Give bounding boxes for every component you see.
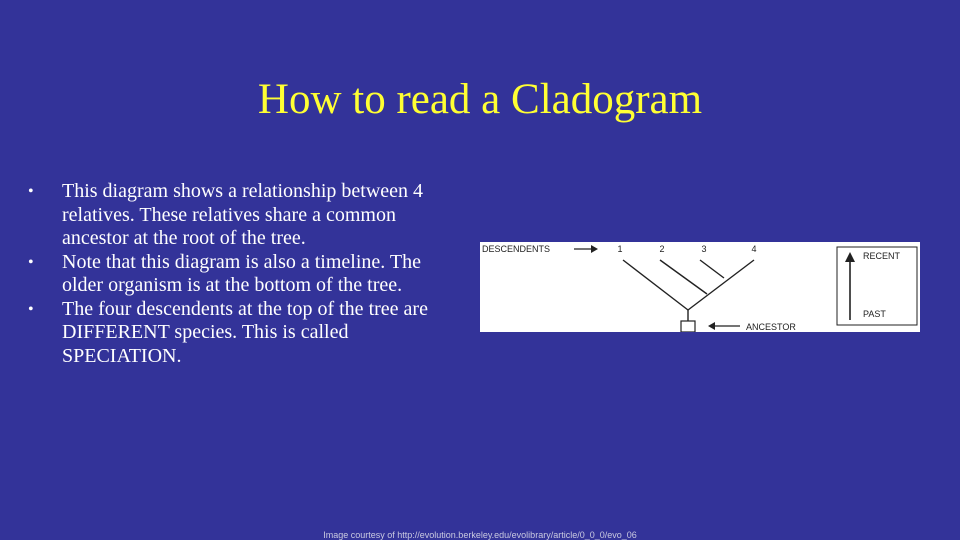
branch-4 <box>688 260 754 310</box>
bullet-item <box>24 251 444 298</box>
descendents-label: DESCENDENTS <box>482 244 551 254</box>
branch-3 <box>700 260 724 278</box>
bullet-text: The four descendents at the top of the tree are DIFFERENT species. This is called SPECIATION. <box>62 297 428 367</box>
ancestor-box <box>681 321 695 332</box>
descendent-number-4: 4 <box>751 244 757 254</box>
ancestor-label: ANCESTOR <box>746 322 796 332</box>
cladogram-tree <box>623 260 754 322</box>
bullet-item <box>24 180 444 251</box>
descendent-number-2: 2 <box>659 244 665 254</box>
image-credit: Image courtesy of http://evolution.berkeley.edu/evolibrary/article/0_0_0/evo_06 <box>323 530 637 540</box>
slide-title: How to read a Cladogram <box>257 76 703 123</box>
bullet-icon: • <box>28 183 34 200</box>
branch-2 <box>660 260 707 294</box>
bullet-text: This diagram shows a relationship between 4 relatives. These relatives share a common ancestor at the root of the tree. <box>62 180 424 249</box>
timeline-past-label: PAST <box>863 309 886 319</box>
timeline-recent-label: RECENT <box>863 251 901 261</box>
descendents-arrow-icon <box>574 245 598 253</box>
branch-1 <box>623 260 688 310</box>
bullet-item <box>24 298 444 369</box>
descendent-number-1: 1 <box>617 244 623 254</box>
bullet-list <box>24 180 444 368</box>
descendent-number-3: 3 <box>701 244 707 254</box>
bullet-text: Note that this diagram is also a timeline. The older organism is at the bottom of the tree. <box>62 250 421 296</box>
ancestor-arrow-icon <box>708 322 740 330</box>
cladogram-svg <box>480 242 920 332</box>
cladogram-diagram <box>480 242 920 332</box>
bullet-icon: • <box>28 300 34 318</box>
bullet-icon: • <box>28 253 34 271</box>
